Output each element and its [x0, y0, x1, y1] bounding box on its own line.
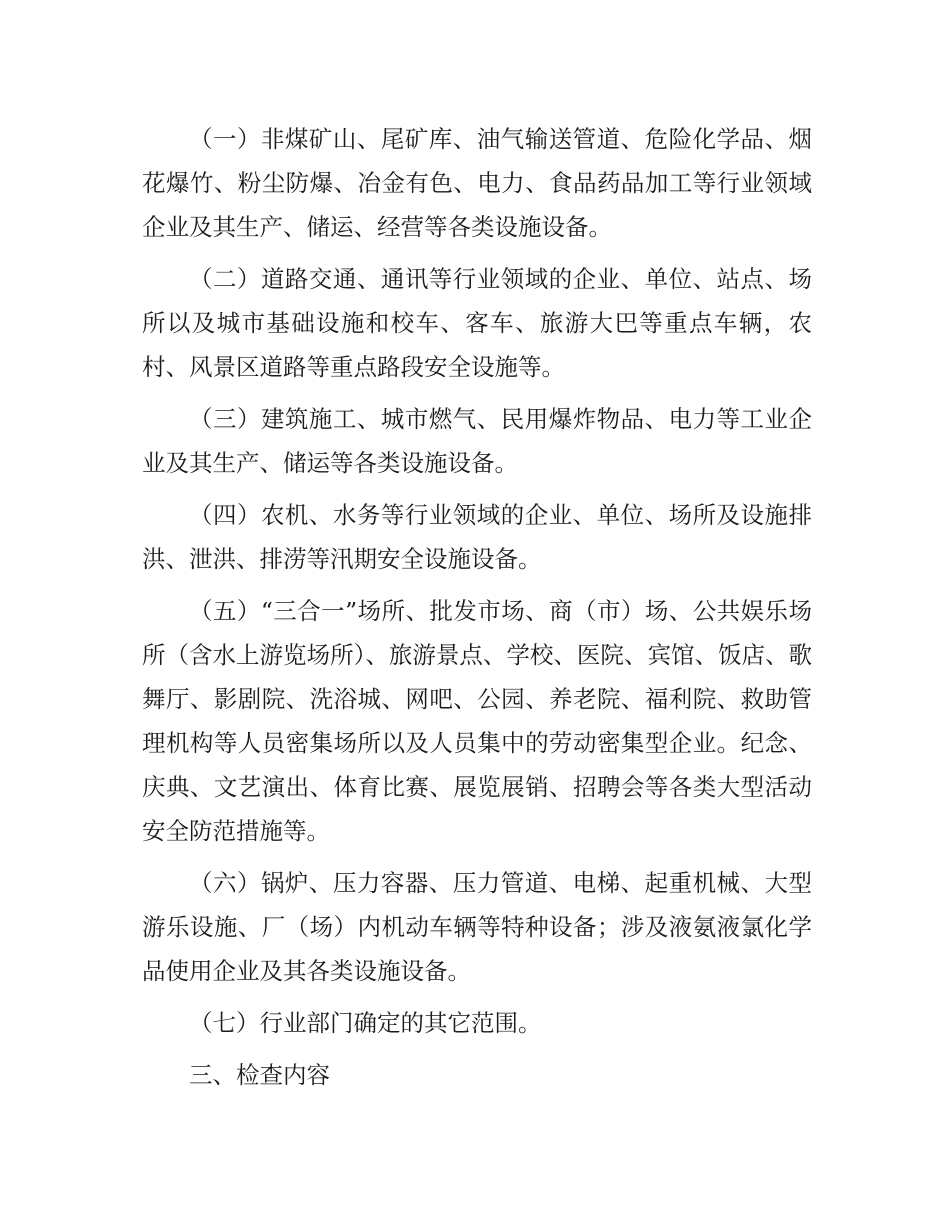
document-body: [142, 117, 812, 1097]
section-heading: 三、检查内容: [189, 1061, 330, 1089]
paragraph-scope-5: （五）“三合一”场所、批发市场、商（市）场、公共娱乐场所（含水上游览场所）、旅游景点、学校、医院、宾馆、饭店、歌舞厅、影剧院、洗浴城、网吧、公园、养老院、福利院、救助管理机构等人员密集场所以及人员集中的劳动密集型企业。纪念、庆典、文艺演出、体育比赛、展览展销、招聘会等各类大型活动安全防范措施等。: [142, 597, 812, 845]
paragraph-scope-7: （七）行业部门确定的其它范围。: [189, 1009, 542, 1037]
paragraph-scope-3: （三）建筑施工、城市燃气、民用爆炸物品、电力等工业企业及其生产、储运等各类设施设备。: [142, 405, 812, 477]
paragraph-scope-4: （四）农机、水务等行业领域的企业、单位、场所及设施排洪、泄洪、排涝等汛期安全设施设备。: [142, 501, 812, 573]
paragraph-scope-6: （六）锅炉、压力容器、压力管道、电梯、起重机械、大型游乐设施、厂（场）内机动车辆等特种设备；涉及液氨液氯化学品使用企业及其各类设施设备。: [142, 869, 812, 985]
paragraph-scope-1: （一）非煤矿山、尾矿库、油气输送管道、危险化学品、烟花爆竹、粉尘防爆、冶金有色、电力、食品药品加工等行业领域企业及其生产、储运、经营等各类设施设备。: [142, 125, 812, 241]
paragraph-scope-2: （二）道路交通、通讯等行业领域的企业、单位、站点、场所以及城市基础设施和校车、客车、旅游大巴等重点车辆，农村、风景区道路等重点路段安全设施等。: [142, 265, 812, 381]
